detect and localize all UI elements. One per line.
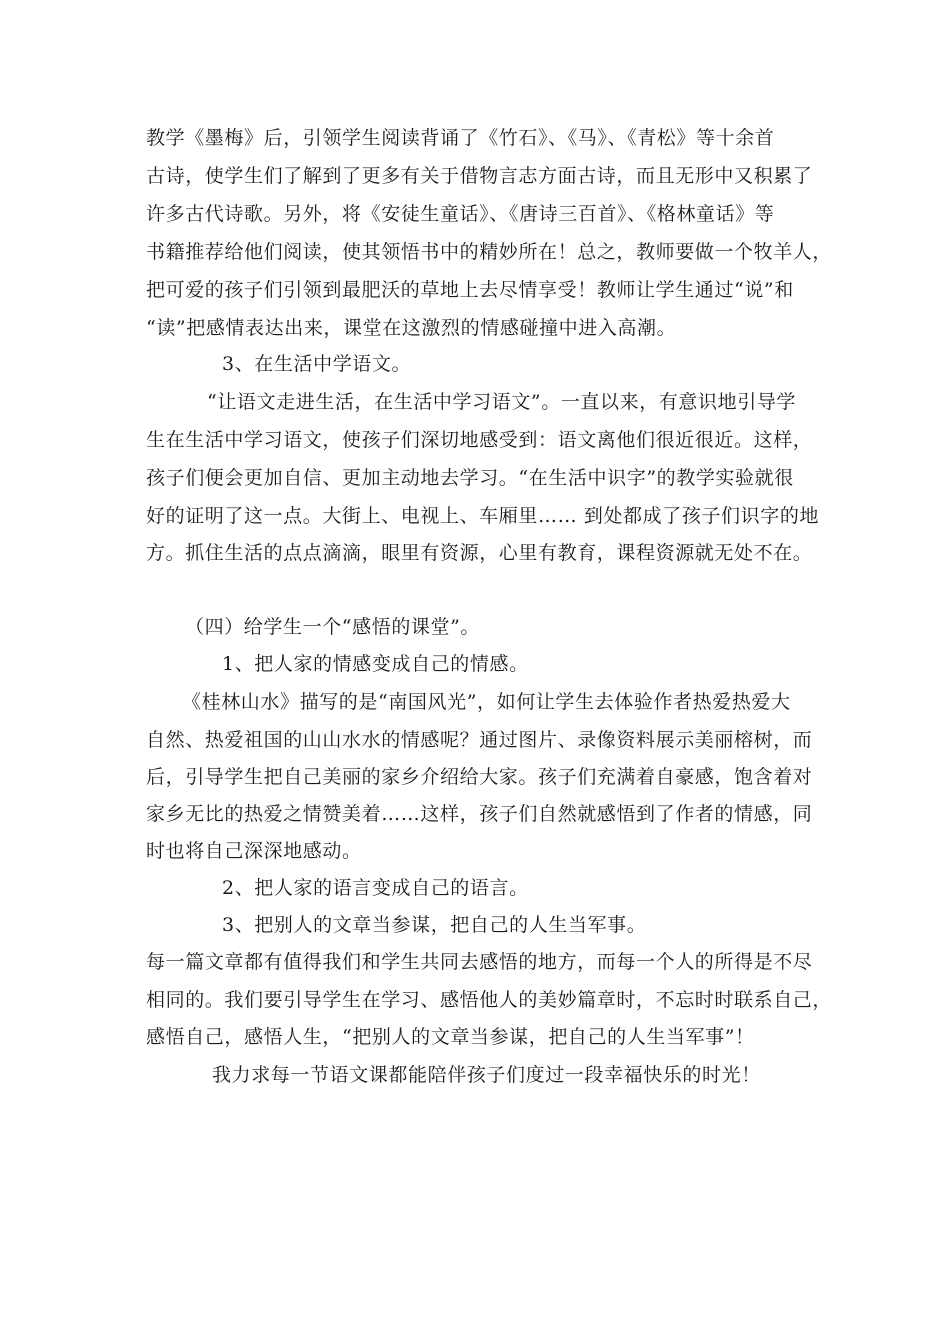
body-text-line: 书籍推荐给他们阅读，使其领悟书中的精妙所在！总之，教师要做一个牧羊人， [146,241,833,263]
body-text-line: 孩子们便会更加自信、更加主动地去学习。“在生活中识字”的教学实验就很 [146,467,794,489]
body-text-line: 时也将自己深深地感动。 [146,840,362,862]
body-text-line: 后，引导学生把自己美丽的家乡介绍给大家。孩子们充满着自豪感，饱含着对 [146,766,813,788]
body-text-line: 方。抓住生活的点点滴滴，眼里有资源，心里有教育，课程资源就无处不在。 [146,542,813,564]
section-heading: 3、把别人的文章当参谋，把自己的人生当军事。 [222,914,647,936]
body-text-line: 许多古代诗歌。另外，将《安徒生童话》、《唐诗三百首》、《格林童话》等 [146,203,775,225]
body-text-line: 教学《墨梅》后，引领学生阅读背诵了《竹石》、《马》、《青松》等十余首 [146,127,775,149]
body-text-line: 好的证明了这一点。大街上、电视上、车厢里…… 到处都成了孩子们识字的地 [146,505,820,527]
section-heading: 2、把人家的语言变成自己的语言。 [222,877,529,899]
body-text-line: 每一篇文章都有值得我们和学生共同去感悟的地方，而每一个人的所得是不尽 [146,951,813,973]
body-text-line: 家乡无比的热爱之情赞美着……这样，孩子们自然就感悟到了作者的情感，同 [146,803,813,825]
body-text-line: 相同的。我们要引导学生在学习、感悟他人的美妙篇章时，不忘时时联系自己， [146,989,833,1011]
body-text-line: 把可爱的孩子们引领到最肥沃的草地上去尽情享受！教师让学生通过“说”和 [146,279,794,301]
body-text-line: 生在生活中学习语文，使孩子们深切地感受到：语文离他们很近很近。这样， [146,429,813,451]
body-text-line: 古诗，使学生们了解到了更多有关于借物言志方面古诗，而且无形中又积累了 [146,165,813,187]
closing-line: 我力求每一节语文课都能陪伴孩子们度过一段幸福快乐的时光！ [212,1064,761,1086]
section-heading: （四）给学生一个“感悟的课堂”。 [185,616,481,638]
body-text-line: 自然、热爱祖国的山山水水的情感呢？通过图片、录像资料展示美丽榕树，而 [146,729,813,751]
body-text-line: 《桂林山水》描写的是“南国风光”，如何让学生去体验作者热爱热爱大 [182,691,791,713]
body-text-line: “读”把感情表达出来，课堂在这激烈的情感碰撞中进入高潮。 [146,317,677,339]
section-heading: 1、把人家的情感变成自己的情感。 [222,653,529,675]
section-heading: 3、在生活中学语文。 [222,353,412,375]
body-text-line: 感悟自己，感悟人生，“把别人的文章当参谋，把自己的人生当军事”！ [146,1026,755,1048]
body-text-line: “让语文走进生活，在生活中学习语文”。一直以来，有意识地引导学 [207,391,797,413]
